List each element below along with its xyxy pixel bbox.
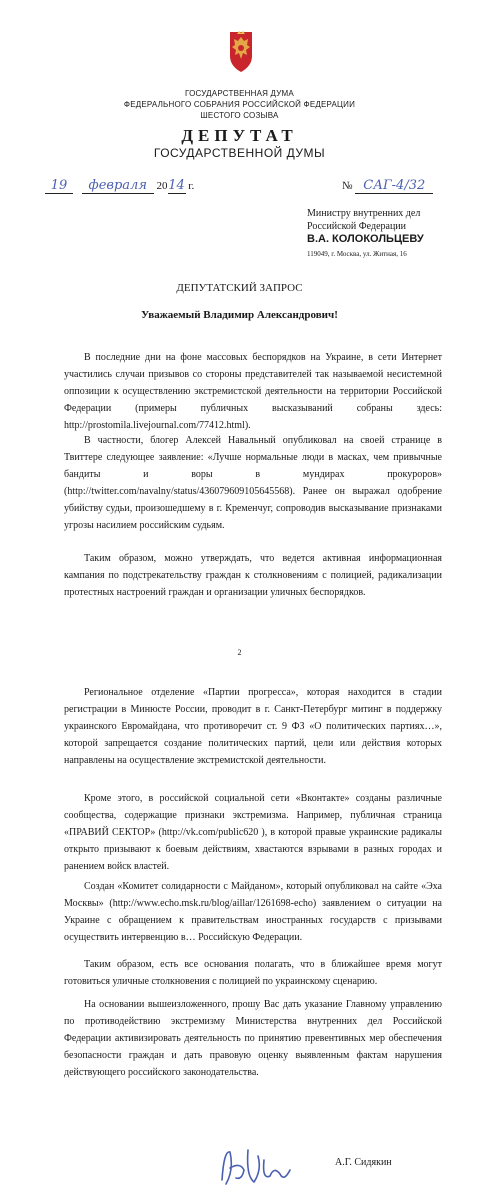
date-year-end: г. [188,180,195,192]
date-month: февраля [82,178,154,194]
paragraph-5 [64,790,442,875]
header-line-1: ГОСУДАРСТВЕННАЯ ДУМА [185,89,294,98]
doc-number-label: № [342,180,353,192]
coat-of-arms-icon [227,28,255,74]
paragraph-2 [64,432,442,534]
recipient-block [307,207,477,261]
paragraph-3 [64,550,442,601]
paragraph-3-text: Таким образом, можно утверждать, что ведется активная информационная кампания по подстрекательству граждан к столкновениям с полицией, радикализации протестных настроений граждан и организации уличных беспорядков. [64,553,442,598]
date-year-suffix: 14 [168,178,185,193]
date-line [45,178,245,194]
paragraph-4-text: Региональное отделение «Партии прогресса», которая находится в стадии регистрации в Минюсте России, проводит в г. Санкт-Петербург митинг в поддержку украинского Евромайдана, что противоречит ст. 9 ФЗ «О политических партиях…», которой запрещается создание политических партий, цели или действия которых направлены на осуществление экстремистской деятельности. [64,687,442,766]
paragraph-6 [64,878,442,946]
handwritten-signature [210,1140,310,1195]
recipient-address: 119049, г. Москва, ул. Житная, 16 [307,250,407,258]
greeting: Уважаемый Владимир Александрович! [141,309,338,321]
paragraph-5-text: Кроме этого, в российской социальной сети «Вконтакте» созданы различные сообщества, содержащие признаки экстремизма. Например, публичная страница «ПРАВИЙ СЕКТОР» (http://vk.com/public620 ), в которой правые украинские радикалы открыто призывают к боевым действиям, хвастаются взрывами в разных городах и ранением войск властей. [64,793,442,872]
paragraph-7-text: Таким образом, есть все основания полагать, что в ближайшее время могут готовиться уличные столкновения с полицией по украинскому сценарию. [64,959,442,987]
doc-number: САГ-4/32 [355,178,433,194]
paragraph-6-text: Создан «Комитет солидарности с Майданом», который опубликовал на сайте «Эха Москвы» (http://www.echo.msk.ru/blog/aillar/1261698-echo) заявлением о ситуации на Украине с обращением к правительствам иностранных государств с призывами осуществить интервенцию в… Российскую Федерации. [64,881,442,943]
date-year-prefix: 20 [156,180,168,192]
header-title: ДЕПУТАТ [181,126,298,145]
page-number: 2 [237,648,242,657]
paragraph-4 [64,684,442,769]
paragraph-8-text: На основании вышеизложенного, прошу Вас дать указание Главному управлению по противодействию экстремизму Министерства внутренних дел Российской Федерации активизировать деятельность по принятию превентивных мер обеспечения безопасности граждан и дать правовую оценку выявленным фактам нарушения действующего российского законодательства. [64,999,442,1078]
date-day: 19 [45,178,73,194]
doc-number-line [342,178,433,194]
signature-name: А.Г. Сидякин [335,1157,392,1168]
recipient-line-1: Министру внутренних дел [307,208,421,219]
header-line-3: ШЕСТОГО СОЗЫВА [200,111,279,120]
recipient-name: В.А. КОЛОКОЛЬЦЕВУ [307,233,424,245]
paragraph-1 [64,332,442,434]
paragraph-2-text: В частности, блогер Алексей Навальный опубликовал на своей странице в Твиттере следующее заявление: «Лучше нормальные люди в масках, чем привычные бандиты и воры в мундирах прокуроров» (http://twitter.com/navalny/status/436079609105645568). Ранее он выражал одобрение убийству судьи, произошедшему в г. Кременчуг, сопроводив высказывание признаками угрозы насилием российским судьям. [64,435,442,531]
header-line-2: ФЕДЕРАЛЬНОГО СОБРАНИЯ РОССИЙСКОЙ ФЕДЕРАЦИИ [123,100,356,109]
paragraph-1-text: В последние дни на фоне массовых беспорядков на Украине, в сети Интернет участились случаи призывов со стороны представителей так называемой несистемной оппозиции к осуществлению экстремистской деятельности на территории Российской Федерации (примеры публичных высказываний собраны здесь: http://prostomila.livejournal.com/77412.html). [64,352,442,431]
recipient-line-2: Российской Федерации [307,221,407,232]
document-title: ДЕПУТАТСКИЙ ЗАПРОС [176,282,303,294]
paragraph-7 [64,956,442,990]
paragraph-8 [64,996,442,1081]
header-subtitle: ГОСУДАРСТВЕННОЙ ДУМЫ [153,146,326,160]
